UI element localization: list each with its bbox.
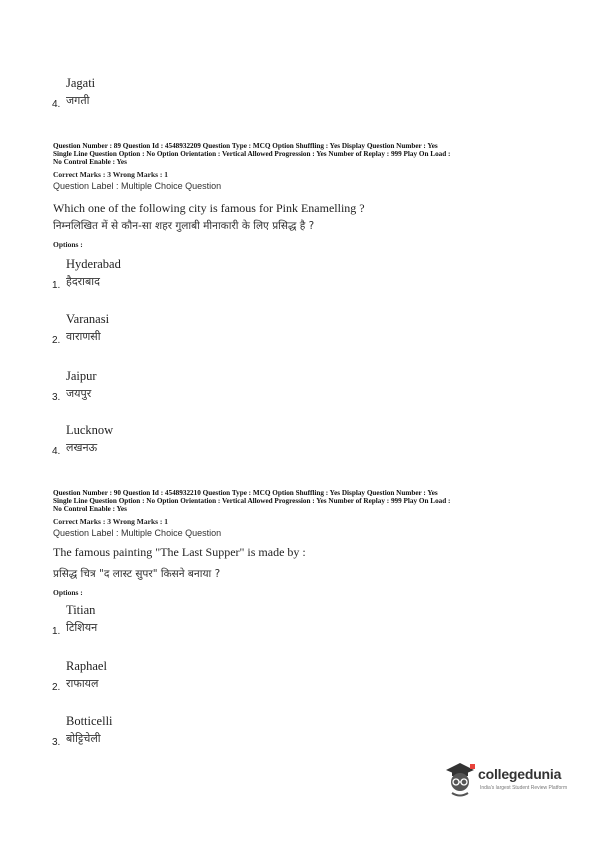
q90-meta	[53, 489, 553, 513]
option-number: 4.	[52, 446, 61, 457]
option-number: 2.	[52, 682, 61, 693]
meta-line: Single Line Question Option : No Option Orientation : Vertical Allowed Progression : Yes Number of Replay : 999 Play On Load :	[53, 497, 451, 505]
q89-meta	[53, 142, 553, 166]
option-number: 3.	[52, 392, 61, 403]
option-text-hi: राफायल	[66, 677, 99, 690]
graduate-mascot-icon	[442, 760, 478, 800]
option-text-en: Botticelli	[66, 714, 113, 728]
option-text-hi: जयपुर	[66, 387, 92, 400]
q89-options-label: Options :	[53, 240, 83, 249]
option-number: 1.	[52, 626, 61, 637]
q89-question-hi: निम्नलिखित में से कौन-सा शहर गुलाबी मीनाकारी के लिए प्रसिद्ध है ?	[53, 220, 315, 232]
option-number: 3.	[52, 737, 61, 748]
q90-question-hi: प्रसिद्ध चित्र "द लास्ट सुपर" किसने बनाया ?	[53, 568, 221, 580]
meta-line: Question Number : 89 Question Id : 4548932209 Question Type : MCQ Option Shuffling : Yes Display Question Number : Yes	[53, 142, 438, 150]
q89-label: Question Label : Multiple Choice Question	[53, 181, 222, 191]
option-text-hi: लखनऊ	[66, 441, 98, 454]
option-number: 2.	[52, 335, 61, 346]
option-text-hi: जगती	[66, 94, 90, 107]
option-text-en: Jagati	[66, 76, 96, 90]
option-text-hi: वाराणसी	[66, 330, 101, 343]
option-text-en: Raphael	[66, 659, 107, 673]
option-number: 4.	[52, 99, 61, 110]
option-text-en: Titian	[66, 603, 96, 617]
option-text-hi: बोट्टिचेली	[66, 732, 101, 745]
meta-line: No Control Enable : Yes	[53, 158, 127, 166]
q90-label: Question Label : Multiple Choice Question	[53, 528, 222, 538]
option-text-hi: टिशियन	[66, 621, 98, 634]
collegedunia-logo	[442, 760, 572, 800]
meta-line: No Control Enable : Yes	[53, 505, 127, 513]
meta-line: Single Line Question Option : No Option Orientation : Vertical Allowed Progression : Yes Number of Replay : 999 Play On Load :	[53, 150, 451, 158]
meta-line: Question Number : 90 Question Id : 4548932210 Question Type : MCQ Option Shuffling : Yes Display Question Number : Yes	[53, 489, 438, 497]
q90-options-label: Options :	[53, 588, 83, 597]
q90-question-en: The famous painting "The Last Supper" is made by :	[53, 545, 306, 559]
option-text-en: Varanasi	[66, 312, 110, 326]
logo-name: collegedunia	[478, 766, 562, 782]
option-text-en: Lucknow	[66, 423, 114, 437]
q89-marks: Correct Marks : 3 Wrong Marks : 1	[53, 170, 169, 179]
option-text-hi: हैदराबाद	[66, 275, 101, 288]
option-number: 1.	[52, 280, 61, 291]
logo-tagline: India's largest Student Review Platform	[480, 785, 568, 791]
q89-question-en: Which one of the following city is famous for Pink Enamelling ?	[53, 201, 365, 215]
q90-marks: Correct Marks : 3 Wrong Marks : 1	[53, 517, 169, 526]
option-text-en: Hyderabad	[66, 257, 121, 271]
option-text-en: Jaipur	[66, 369, 97, 383]
